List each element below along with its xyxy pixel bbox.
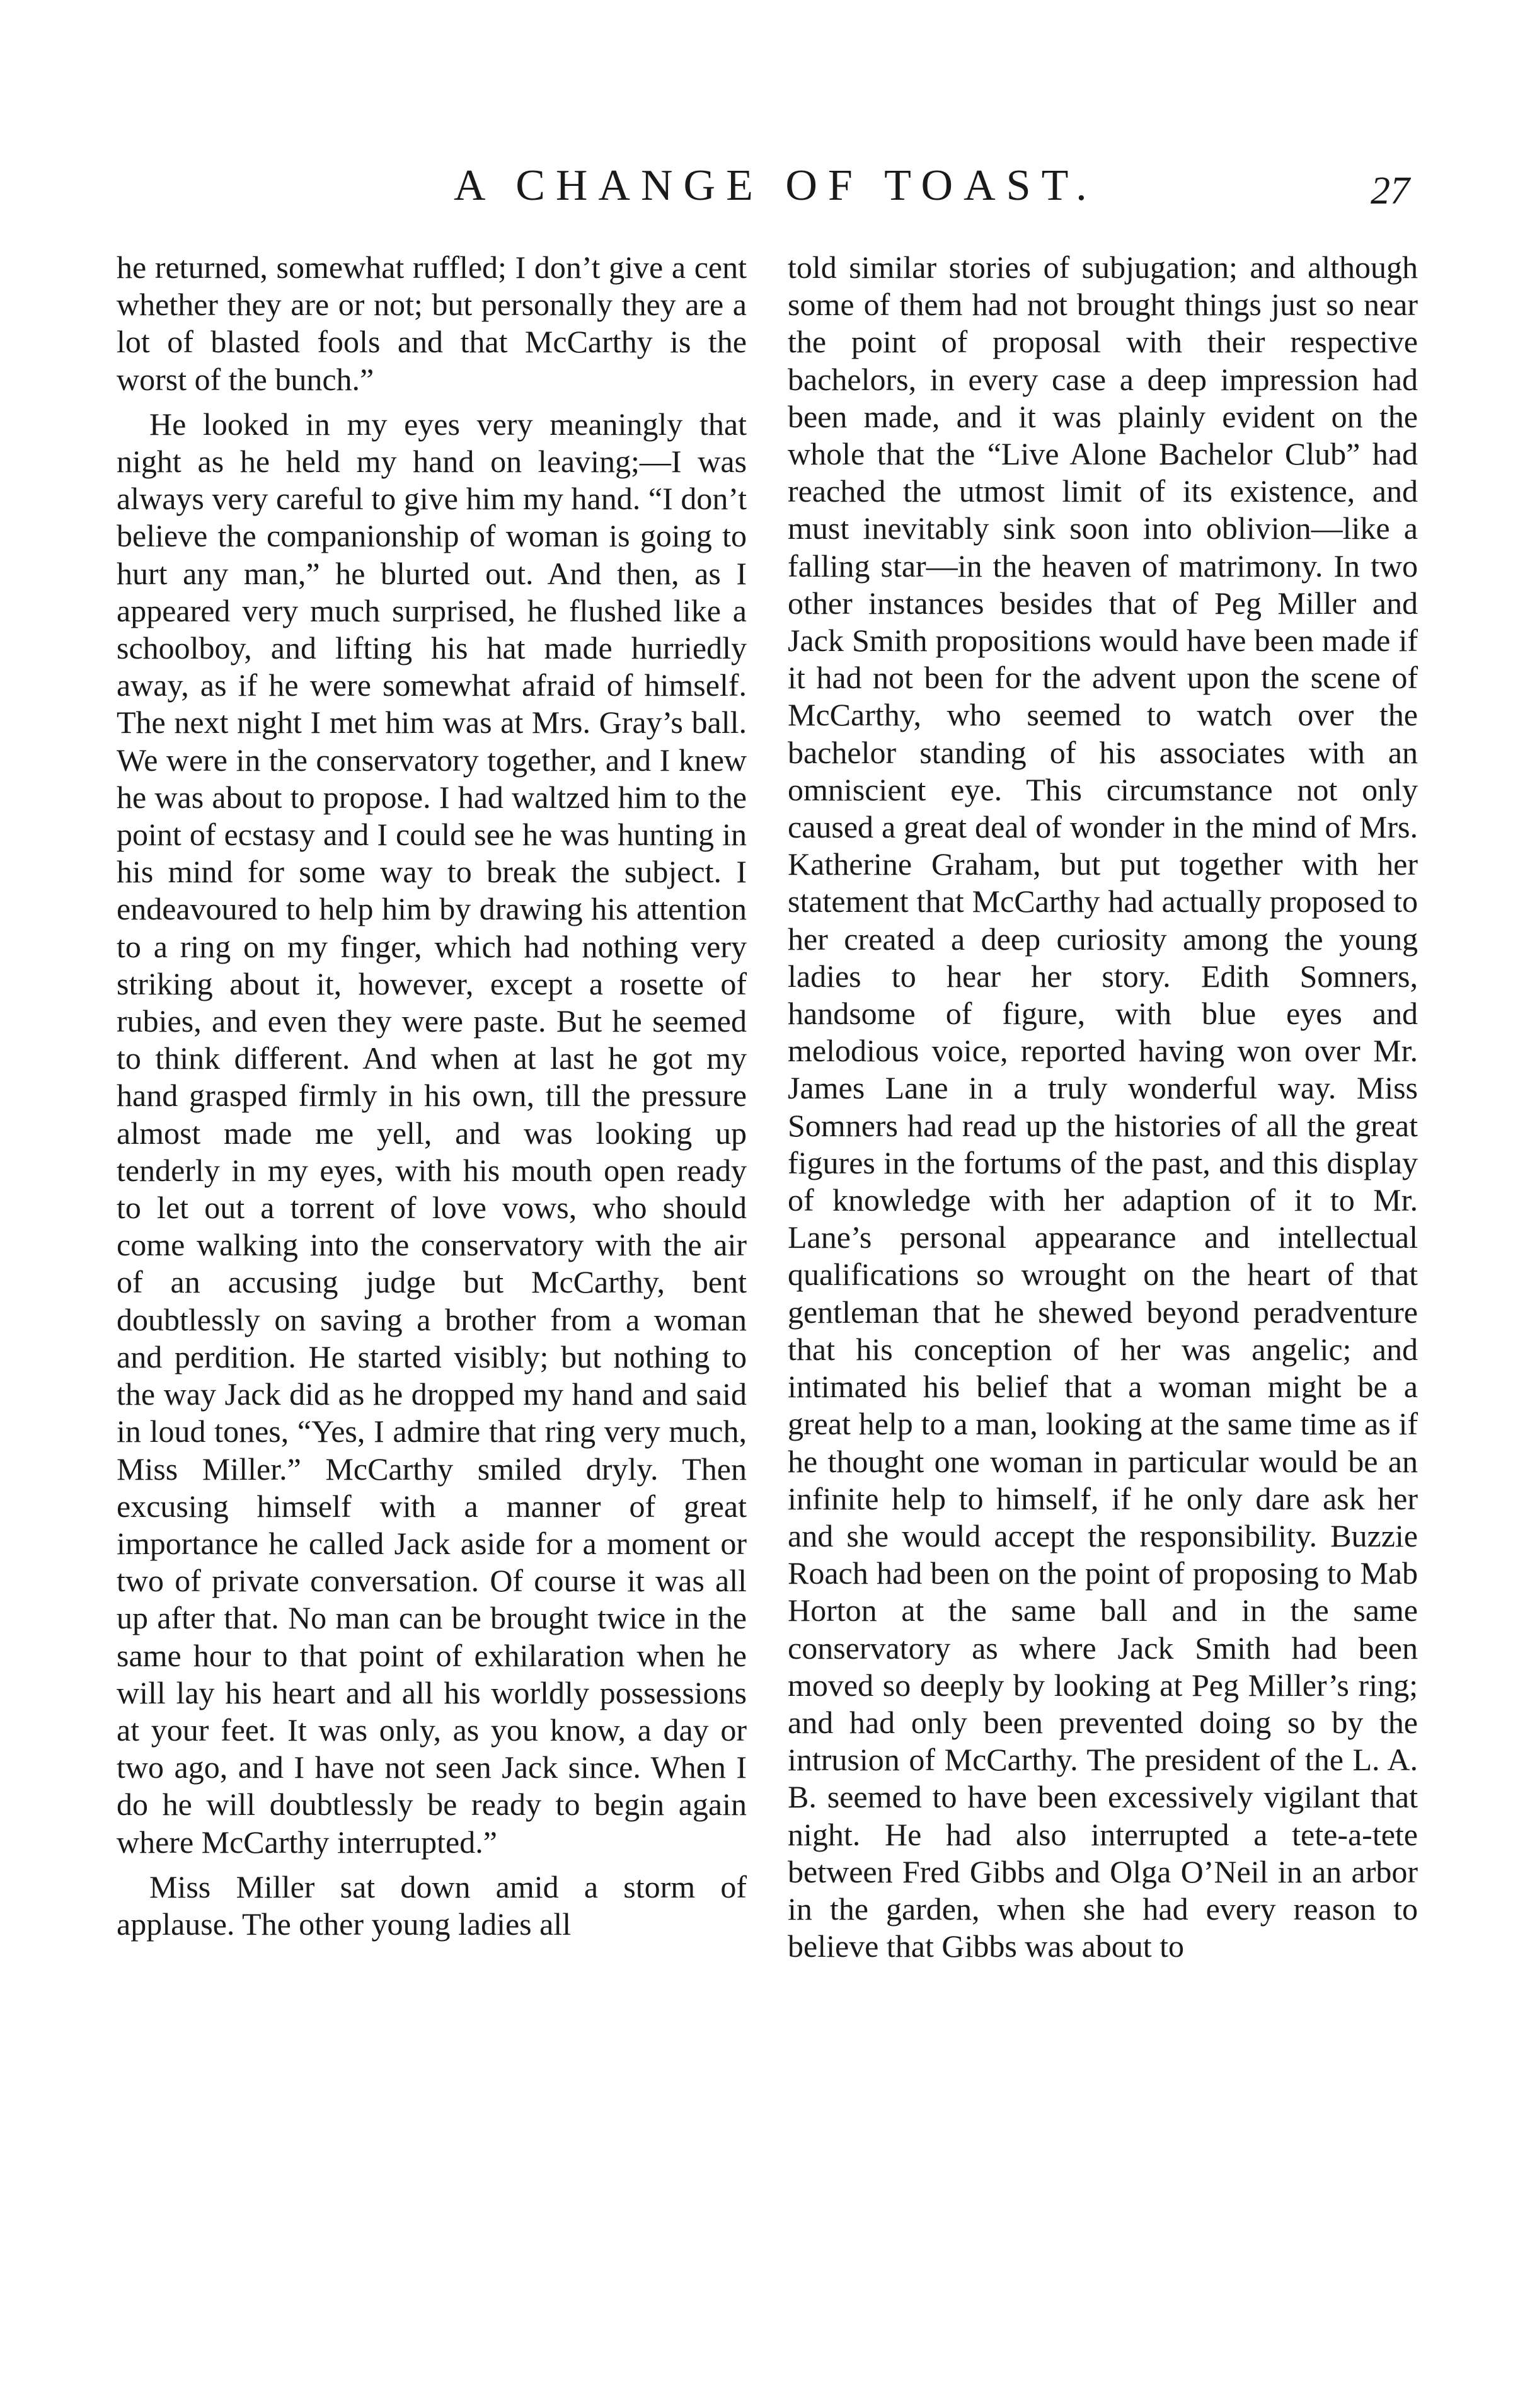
running-header <box>0 158 1525 214</box>
chapter-title: A CHANGE OF TOAST. <box>454 161 1098 210</box>
paragraph: He looked in my eyes very meaningly that night as he held my hand on leaving;—I was always very careful to give him my hand. “I don’t believe the companionship of woman is going to hurt any man,” he blurted out. And then, as I appeared very much surprised, he flushed like a schoolboy, and lifting his hat made hurriedly away, as if he were somewhat afraid of himself. The next night I met him was at Mrs. Gray’s ball. We were in the conservatory together, and I knew he was about to propose. I had waltzed him to the point of ecstasy and I could see he was hunting in his mind for some way to break the subject. I endeavoured to help him by drawing his attention to a ring on my finger, which had nothing very striking about it, however, except a rosette of rubies, and even they were paste. But he seemed to think different. And when at last he got my hand grasped firmly in his own, till the pressure almost made me yell, and was looking up tenderly in my eyes, with his mouth open ready to let out a torrent of love vows, who should come walking into the conservatory with the air of an accusing judge but McCarthy, bent doubtlessly on saving a brother from a woman and perdition. He started visibly; but nothing to the way Jack did as he dropped my hand and said in loud tones, “Yes, I admire that ring very much, Miss Miller.” McCarthy smiled dryly. Then excusing himself with a manner of great importance he called Jack aside for a moment or two of private conversation. Of course it was all up after that. No man can be brought twice in the same hour to that point of exhilaration when he will lay his heart and all his worldly possessions at your feet. It was only, as you know, a day or two ago, and I have not seen Jack since. When I do he will doubtlessly be ready to begin again where McCarthy interrupted.” <box>117 406 747 1860</box>
right-text-column <box>788 249 1418 1965</box>
paragraph: he returned, somewhat ruffled; I don’t give a cent whether they are or not; but personally they are a lot of blasted fools and that McCarthy is the worst of the bunch.” <box>117 250 747 397</box>
paragraph: Miss Miller sat down amid a storm of applause. The other young ladies all <box>117 1869 747 1942</box>
page-number: 27 <box>1371 170 1410 212</box>
paragraph: told similar stories of subjugation; and although some of them had not brought things just so near the point of proposal with their respective bachelors, in every case a deep impression had been made, and it was plainly evident on the whole that the “Live Alone Bachelor Club” had reached the utmost limit of its existence, and must inevitably sink soon into oblivion—like a falling star—in the heaven of matrimony. In two other instances besides that of Peg Miller and Jack Smith propositions would have been made if it had not been for the advent upon the scene of McCarthy, who seemed to watch over the bachelor standing of his associates with an omniscient eye. This circumstance not only caused a great deal of wonder in the mind of Mrs. Katherine Graham, but put together with her statement that McCarthy had actually proposed to her created a deep curiosity among the young ladies to hear her story. Edith Somners, handsome of figure, with blue eyes and melodious voice, reported having won over Mr. James Lane in a truly wonderful way. Miss Somners had read up the histories of all the great figures in the fortums of the past, and this display of knowledge with her adaption of it to Mr. Lane’s personal appearance and intellectual qualifications so wrought on the heart of that gentleman that he shewed beyond peradventure that his conception of her was angelic; and intimated his belief that a woman might be a great help to a man, looking at the same time as if he thought one woman in particular would be an infinite help to himself, if he only dare ask her and she would accept the responsibility. Buzzie Roach had been on the point of proposing to Mab Horton at the same ball and in the same conservatory as where Jack Smith had been moved so deeply by looking at Peg Miller’s ring; and had only been prevented doing so by the intrusion of McCarthy. The president of the L. A. B. seemed to have been excessively vigilant that night. He had also interrupted a tete-a-tete between Fred Gibbs and Olga O’Neil in an arbor in the garden, when she had every reason to believe that Gibbs was about to <box>788 250 1418 1964</box>
left-text-column <box>117 249 747 1943</box>
